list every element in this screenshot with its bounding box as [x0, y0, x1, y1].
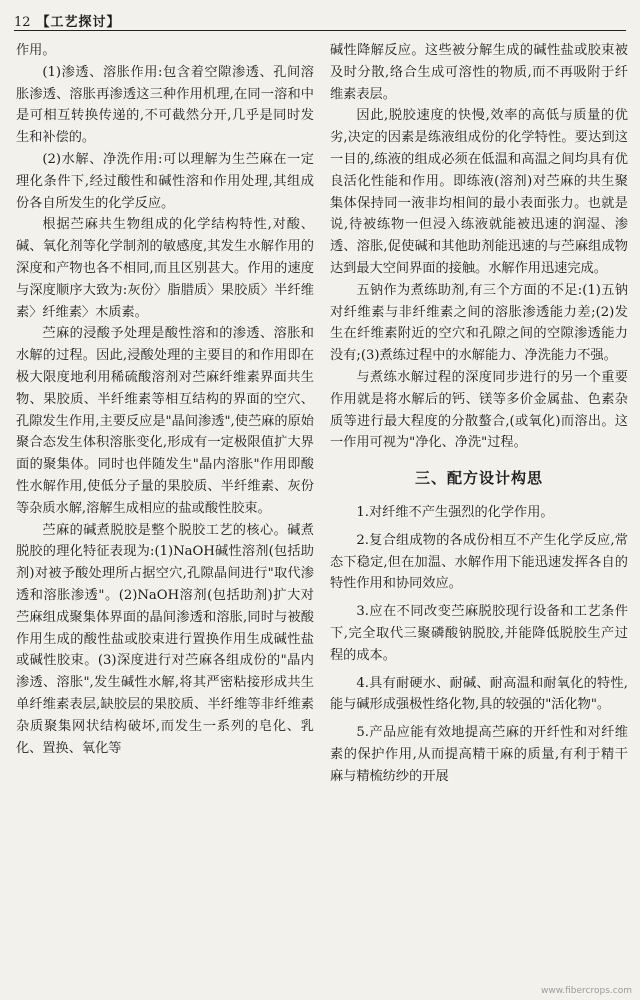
right-column	[330, 40, 628, 788]
list-item: 3.应在不同改变苎麻脱胶现行设备和工艺条件下,完全取代三聚磷酸钠脱胶,并能降低脱胶生产过程的成本。	[330, 604, 628, 663]
list-item: 2.复合组成物的各成份相互不产生化学反应,常态下稳定,但在加温、水解作用下能迅速发挥各自的特性作用和协同效应。	[330, 532, 628, 592]
paragraph: 与煮练水解过程的深度同步进行的另一个重要作用就是将水解后的钙、镁等多价金属盐、色素杂质等进行最大程度的分散螯合,(或氧化)而溶出。这一作用可视为"净化、净洗"过程。	[330, 369, 628, 451]
running-header	[14, 8, 626, 31]
section-heading: 三、配方设计构思	[414, 469, 543, 488]
paragraph: 苎麻的浸酸予处理是酸性溶和的渗透、溶胀和水解的过程。因此,浸酸处理的主要目的和作用即在极大限度地利用稀硫酸溶剂对苎麻纤维素界面共生物、果胶质、半纤维素等相互结构的界面的空穴、孔隙发生作用,主要反应是"晶间渗透",使苎麻的原始聚合态发生体积溶胀变化,形成有一定极限值扩大界面的聚集体。同时也伴随发生"晶内溶胀"作用即酸性水解作用,使低分子量的果胶质、半纤维素、灰份等杂质水解,溶解生成相应的盐或酸性胶束。	[16, 326, 314, 516]
paragraph: 苎麻的碱煮脱胶是整个脱胶工艺的核心。碱煮脱胶的理化特征表现为:(1)NaOH碱性溶剂(包括助剂)对被予酸处理所占据空穴,孔隙晶间进行"取代渗透和溶胀渗透"。(2)NaOH溶剂(包括助剂)扩大对苎麻组成聚集体界面的晶间渗透和溶胀,同时与被酸作用生成的酸性盐或胶束进行置换作用生成碱性盐或碱性胶束。(3)深度进行对苎麻各组成份的"晶内渗透、溶胀",发生碱性水解,将其严密粘接形成共生单纤维素表层,缺胶层的果胶质、半纤维等非纤维素杂质聚集网状结构破坏,而发生一系列的皂化、乳化、置换、氧化等	[16, 522, 314, 756]
list-item: 1.对纤维不产生强烈的化学作用。	[356, 504, 554, 520]
section-label: 【工艺探讨】	[36, 15, 121, 30]
paragraph: 作用。	[16, 43, 56, 58]
paragraph: 根据苎麻共生物组成的化学结构特性,对酸、碱、氧化剂等化学制剂的敏感度,其发生水解作用的深度和产物也各不相同,而且区别甚大。作用的速度与深度顺序大致为:灰份〉脂腊质〉果胶质〉半纤维素〉纤维素〉木质素。	[16, 217, 314, 320]
watermark: www.fibercrops.com	[541, 986, 632, 996]
list-item: 4.具有耐硬水、耐碱、耐高温和耐氧化的特性,能与碱形成强极性络化物,具的较强的"活化物"。	[330, 675, 628, 713]
paragraph: (1)渗透、溶胀作用:包含着空隙渗透、孔间溶胀渗透、溶胀再渗透这三种作用机理,在同一溶和中是可相互转换传递的,不可截然分开,几乎是同时发生和补偿的。	[16, 64, 314, 146]
paragraph: 五钠作为煮练助剂,有三个方面的不足:(1)五钠对纤维素与非纤维素之间的溶胀渗透能力差;(2)发生在纤维素附近的空穴和孔隙之间的空隙渗透能力没有;(3)煮练过程中的水解能力、净洗能力不强。	[330, 282, 628, 364]
left-column	[16, 40, 314, 759]
paragraph: (2)水解、净洗作用:可以理解为生苎麻在一定理化条件下,经过酸性和碱性溶和作用处理,其组成份各自所发生的化学反应。	[16, 151, 314, 211]
paragraph: 碱性降解反应。这些被分解生成的碱性盐或胶束被及时分散,络合生成可溶性的物质,而不再吸附于纤维素表层。	[330, 43, 628, 102]
paragraph: 因此,脱胶速度的快慢,效率的高低与质量的优劣,决定的因素是练液组成份的化学特性。要达到这一目的,练液的组成必须在低温和高温之间均具有优良活化性能和作用。即练液(溶剂)对苎麻的共生聚集体保持同一液非均相间的最小表面张力。也就是说,待被练物一但浸入练液就能被迅速的润湿、渗透、溶胀,促使碱和其他助剂能迅速的与苎麻组成物达到最大空间界面的接触。水解作用迅速完成。	[330, 108, 628, 276]
list-item: 5.产品应能有效地提高苎麻的开纤性和对纤维素的保护作用,从而提高精干麻的质量,有利于精干麻与精梳纺纱的开展	[330, 725, 628, 784]
page-number: 12	[14, 15, 31, 30]
